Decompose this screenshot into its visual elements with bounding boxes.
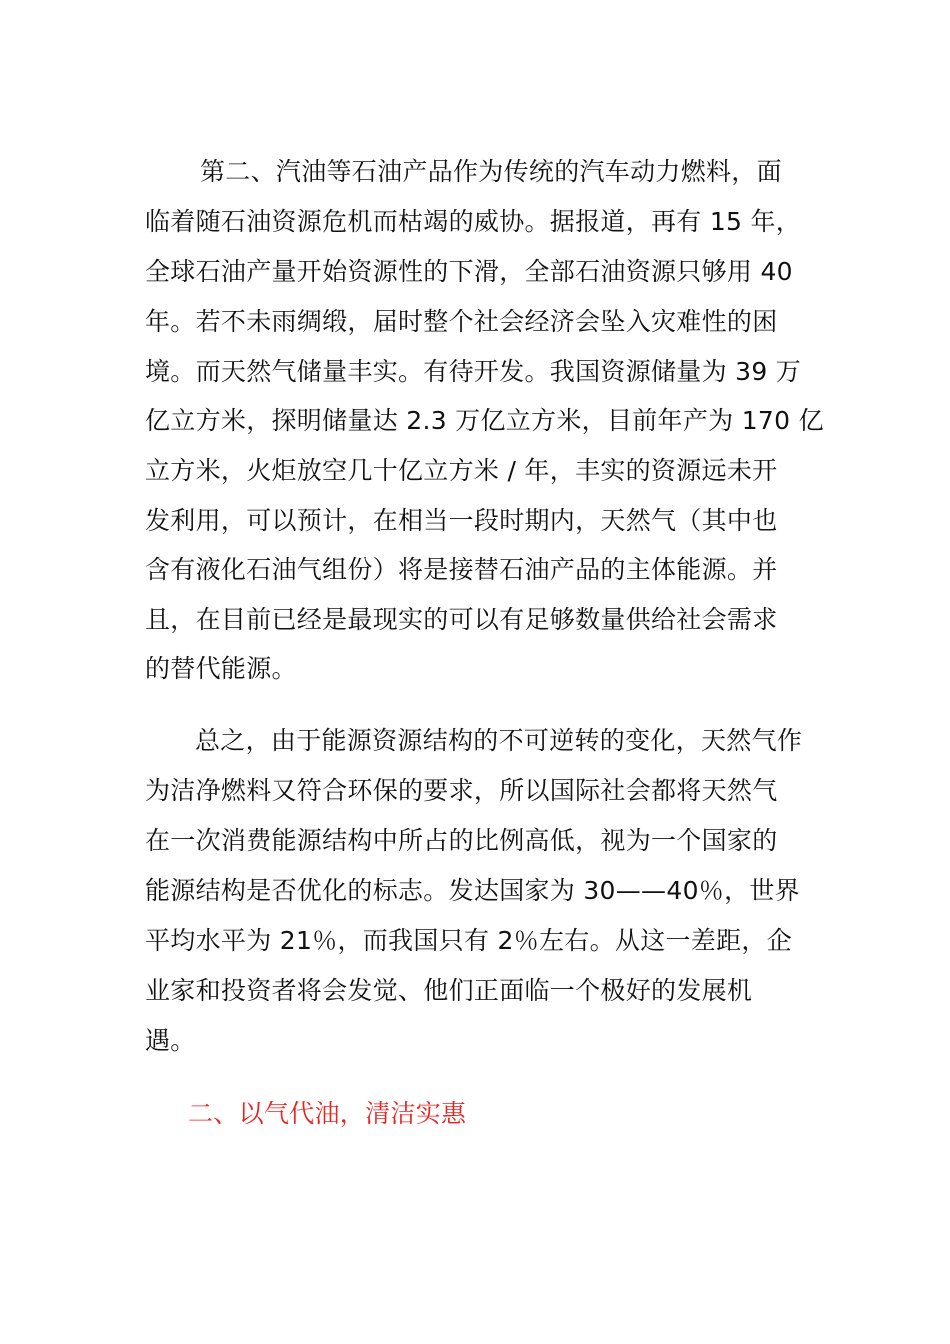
paragraph-line: 平均水平为 21％，而我国只有 2％左右。从这一差距，企 <box>145 926 793 955</box>
section-heading: 二、以气代油，清洁实惠 <box>188 1099 467 1128</box>
paragraph-line: 且，在目前已经是最现实的可以有足够数量供给社会需求 <box>145 605 778 634</box>
paragraph-line: 含有液化石油气组份）将是接替石油产品的主体能源。并 <box>145 555 778 584</box>
paragraph-line: 业家和投资者将会发觉、他们正面临一个极好的发展机 <box>145 976 753 1005</box>
paragraph-line: 年。若不未雨绸缎，届时整个社会经济会坠入灾难性的困 <box>145 307 778 336</box>
paragraph-line: 为洁净燃料又符合环保的要求，所以国际社会都将天然气 <box>145 776 778 805</box>
paragraph-line: 发利用，可以预计，在相当一段时期内，天然气（其中也 <box>145 506 778 535</box>
paragraph-line: 全球石油产量开始资源性的下滑，全部石油资源只够用 40 <box>145 257 793 286</box>
paragraph-line: 总之，由于能源资源结构的不可逆转的变化，天然气作 <box>195 726 803 755</box>
paragraph-line: 第二、汽油等石油产品作为传统的汽车动力燃料，面 <box>200 157 782 186</box>
paragraph-line: 立方米，火炬放空几十亿立方米 / 年，丰实的资源远未开 <box>145 456 778 485</box>
paragraph-line: 境。而天然气储量丰实。有待开发。我国资源储量为 39 万 <box>145 357 802 386</box>
paragraph-line: 的替代能源。 <box>145 654 297 683</box>
paragraph-line: 临着随石油资源危机而枯竭的威协。据报道，再有 15 年， <box>145 207 802 236</box>
paragraph-line: 亿立方米，探明储量达 2.3 万亿立方米，目前年产为 170 亿 <box>145 406 824 435</box>
paragraph-line: 遇。 <box>145 1026 196 1055</box>
paragraph-line: 在一次消费能源结构中所占的比例高低，视为一个国家的 <box>145 826 778 855</box>
paragraph-line: 能源结构是否优化的标志。发达国家为 30——40％，世界 <box>145 876 800 905</box>
